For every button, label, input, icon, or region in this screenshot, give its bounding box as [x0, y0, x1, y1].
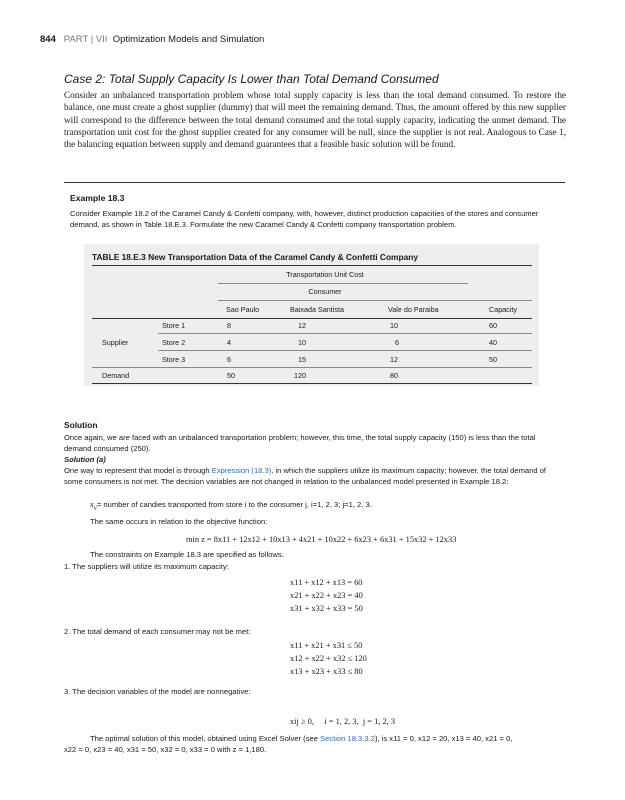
constraint-3-label: 3. The decision variables of the model are nonnegative: — [64, 687, 251, 696]
table-cell: 12 — [298, 321, 306, 330]
table-cell: 15 — [298, 355, 306, 364]
section-link[interactable]: Section 18.3.3.2 — [320, 734, 375, 743]
table-bottom-rule — [92, 383, 532, 384]
sub-rule — [218, 300, 532, 301]
page-number: 844 — [40, 34, 56, 45]
row-rule — [92, 367, 532, 368]
constraint-2-label: 2. The total demand of each consumer may not be met: — [64, 627, 251, 636]
example-rule — [64, 182, 565, 183]
objective-function: min z = 8x11 + 12x12 + 10x13 + 4x21 + 10x22 + 6x23 + 6x31 + 15x32 + 12x33 — [186, 535, 457, 544]
col-capacity: Capacity — [489, 305, 517, 314]
table-cell: 60 — [489, 321, 497, 330]
table-cell: 6 — [395, 338, 399, 347]
col-vale: Vale do Paraiba — [388, 305, 439, 314]
col-baixada: Baixada Santista — [290, 305, 344, 314]
row-rule — [158, 350, 532, 351]
row-store-3: Store 3 — [162, 355, 186, 364]
table-cell: 12 — [390, 355, 398, 364]
demand-label: Demand — [102, 371, 130, 380]
constraint-1c: x31 + x32 + x33 = 50 — [290, 604, 363, 613]
expression-link[interactable]: Expression (18.3) — [211, 466, 272, 475]
solution-a-paragraph: One way to represent that model is through Expression (18.3), in which the suppliers utilize its maximum capacity; however, the total demand of some consumers is not met. The decision variables are not changed in relation to the unbalanced model presented in Example 18.2: — [64, 466, 547, 486]
constraint-2c: x13 + x23 + x33 ≤ 80 — [290, 667, 363, 676]
table-cell: 80 — [390, 371, 398, 380]
table-top-rule — [92, 265, 532, 266]
group-rule — [218, 283, 468, 284]
group-header: Transportation Unit Cost — [286, 270, 364, 279]
table-cell: 4 — [227, 338, 231, 347]
section-heading: Case 2: Total Supply Capacity Is Lower than Total Demand Consumed — [64, 72, 439, 86]
table-cell: 6 — [227, 355, 231, 364]
row-store-1: Store 1 — [162, 321, 186, 330]
table-cell: 10 — [298, 338, 306, 347]
objective-intro: The same occurs in relation to the objective function: — [90, 517, 268, 526]
variable-definition: $x_{ij}=$ number of candies transported from store i to the consumer j, i=1, 2, 3; j=1, 2, 3. — [90, 500, 372, 511]
header-rule — [92, 318, 532, 319]
row-store-2: Store 2 — [162, 338, 186, 347]
constraint-2b: x12 + x22 + x32 ≤ 120 — [290, 654, 367, 663]
constraint-3: xij ≥ 0, i = 1, 2, 3, j = 1, 2, 3 — [290, 717, 396, 726]
chapter-title: Optimization Models and Simulation — [112, 34, 265, 45]
sub-header: Consumer — [308, 287, 342, 296]
constraints-intro: The constraints on Example 18.3 are specified as follows. — [90, 550, 284, 559]
supplier-label: Supplier — [102, 338, 129, 347]
table-cell: 120 — [294, 371, 306, 380]
table-title: TABLE 18.E.3 New Transportation Data of the Caramel Candy & Confetti Company — [92, 252, 419, 262]
solution-a-label: Solution (a) — [64, 455, 106, 464]
solution-intro: Once again, we are faced with an unbalanced transportation problem; however, this time, the total supply capacity (150) is less than the total demand consumed (250). — [64, 433, 536, 453]
table-cell: 8 — [227, 321, 231, 330]
constraint-1b: x21 + x22 + x23 = 40 — [290, 591, 363, 600]
solution-heading: Solution — [64, 420, 98, 430]
example-title: Example 18.3 — [70, 193, 125, 203]
section-paragraph: Consider an unbalanced transportation problem whose total supply capacity is less than the total demand consumed. To restore the balance, one must create a ghost supplier (dummy) that will meet the remaining demand. Thus, the amount offered by this new supplier will correspond to the difference between the total demand consumed and the total supply capacity, indicating the unmet demand. The transportation unit cost for the ghost supplier created for any consumer will be null, since the supplier is not real. Analogous to Case 1, the balancing equation between supply and demand guarantees that a feasible basic solution will be found. — [64, 90, 566, 150]
table-cell: 40 — [489, 338, 497, 347]
part-label: PART — [63, 34, 89, 45]
constraint-2a: x11 + x21 + x31 ≤ 50 — [290, 641, 363, 650]
final-solution-line-1: The optimal solution of this model, obtained using Excel Solver (see Section 18.3.3.2), is x11 = 0, x12 = 20, x13 = 40, x21 = 0, — [90, 734, 513, 743]
table-cell: 50 — [489, 355, 497, 364]
table-cell: 50 — [227, 371, 235, 380]
example-text: Consider Example 18.2 of the Caramel Candy & Confetti company, with, however, distinct production capacities of the stores and consumer demand, as shown in Table 18.E.3. Formulate the new Caramel Candy & Confetti company transportation problem. — [70, 209, 539, 229]
row-rule — [158, 333, 532, 334]
running-head: 844 PART | VII Optimization Models and Simulation — [40, 34, 265, 45]
col-sao-paulo: Sao Paulo — [226, 305, 260, 314]
constraint-1a: x11 + x12 + x13 = 60 — [290, 578, 363, 587]
constraint-1-label: 1. The suppliers will utilize its maximum capacity: — [64, 562, 229, 571]
final-solution-line-2: x22 = 0, x23 = 40, x31 = 50, x32 = 0, x33 = 0 with z = 1,180. — [64, 745, 267, 754]
table-cell: 10 — [390, 321, 398, 330]
